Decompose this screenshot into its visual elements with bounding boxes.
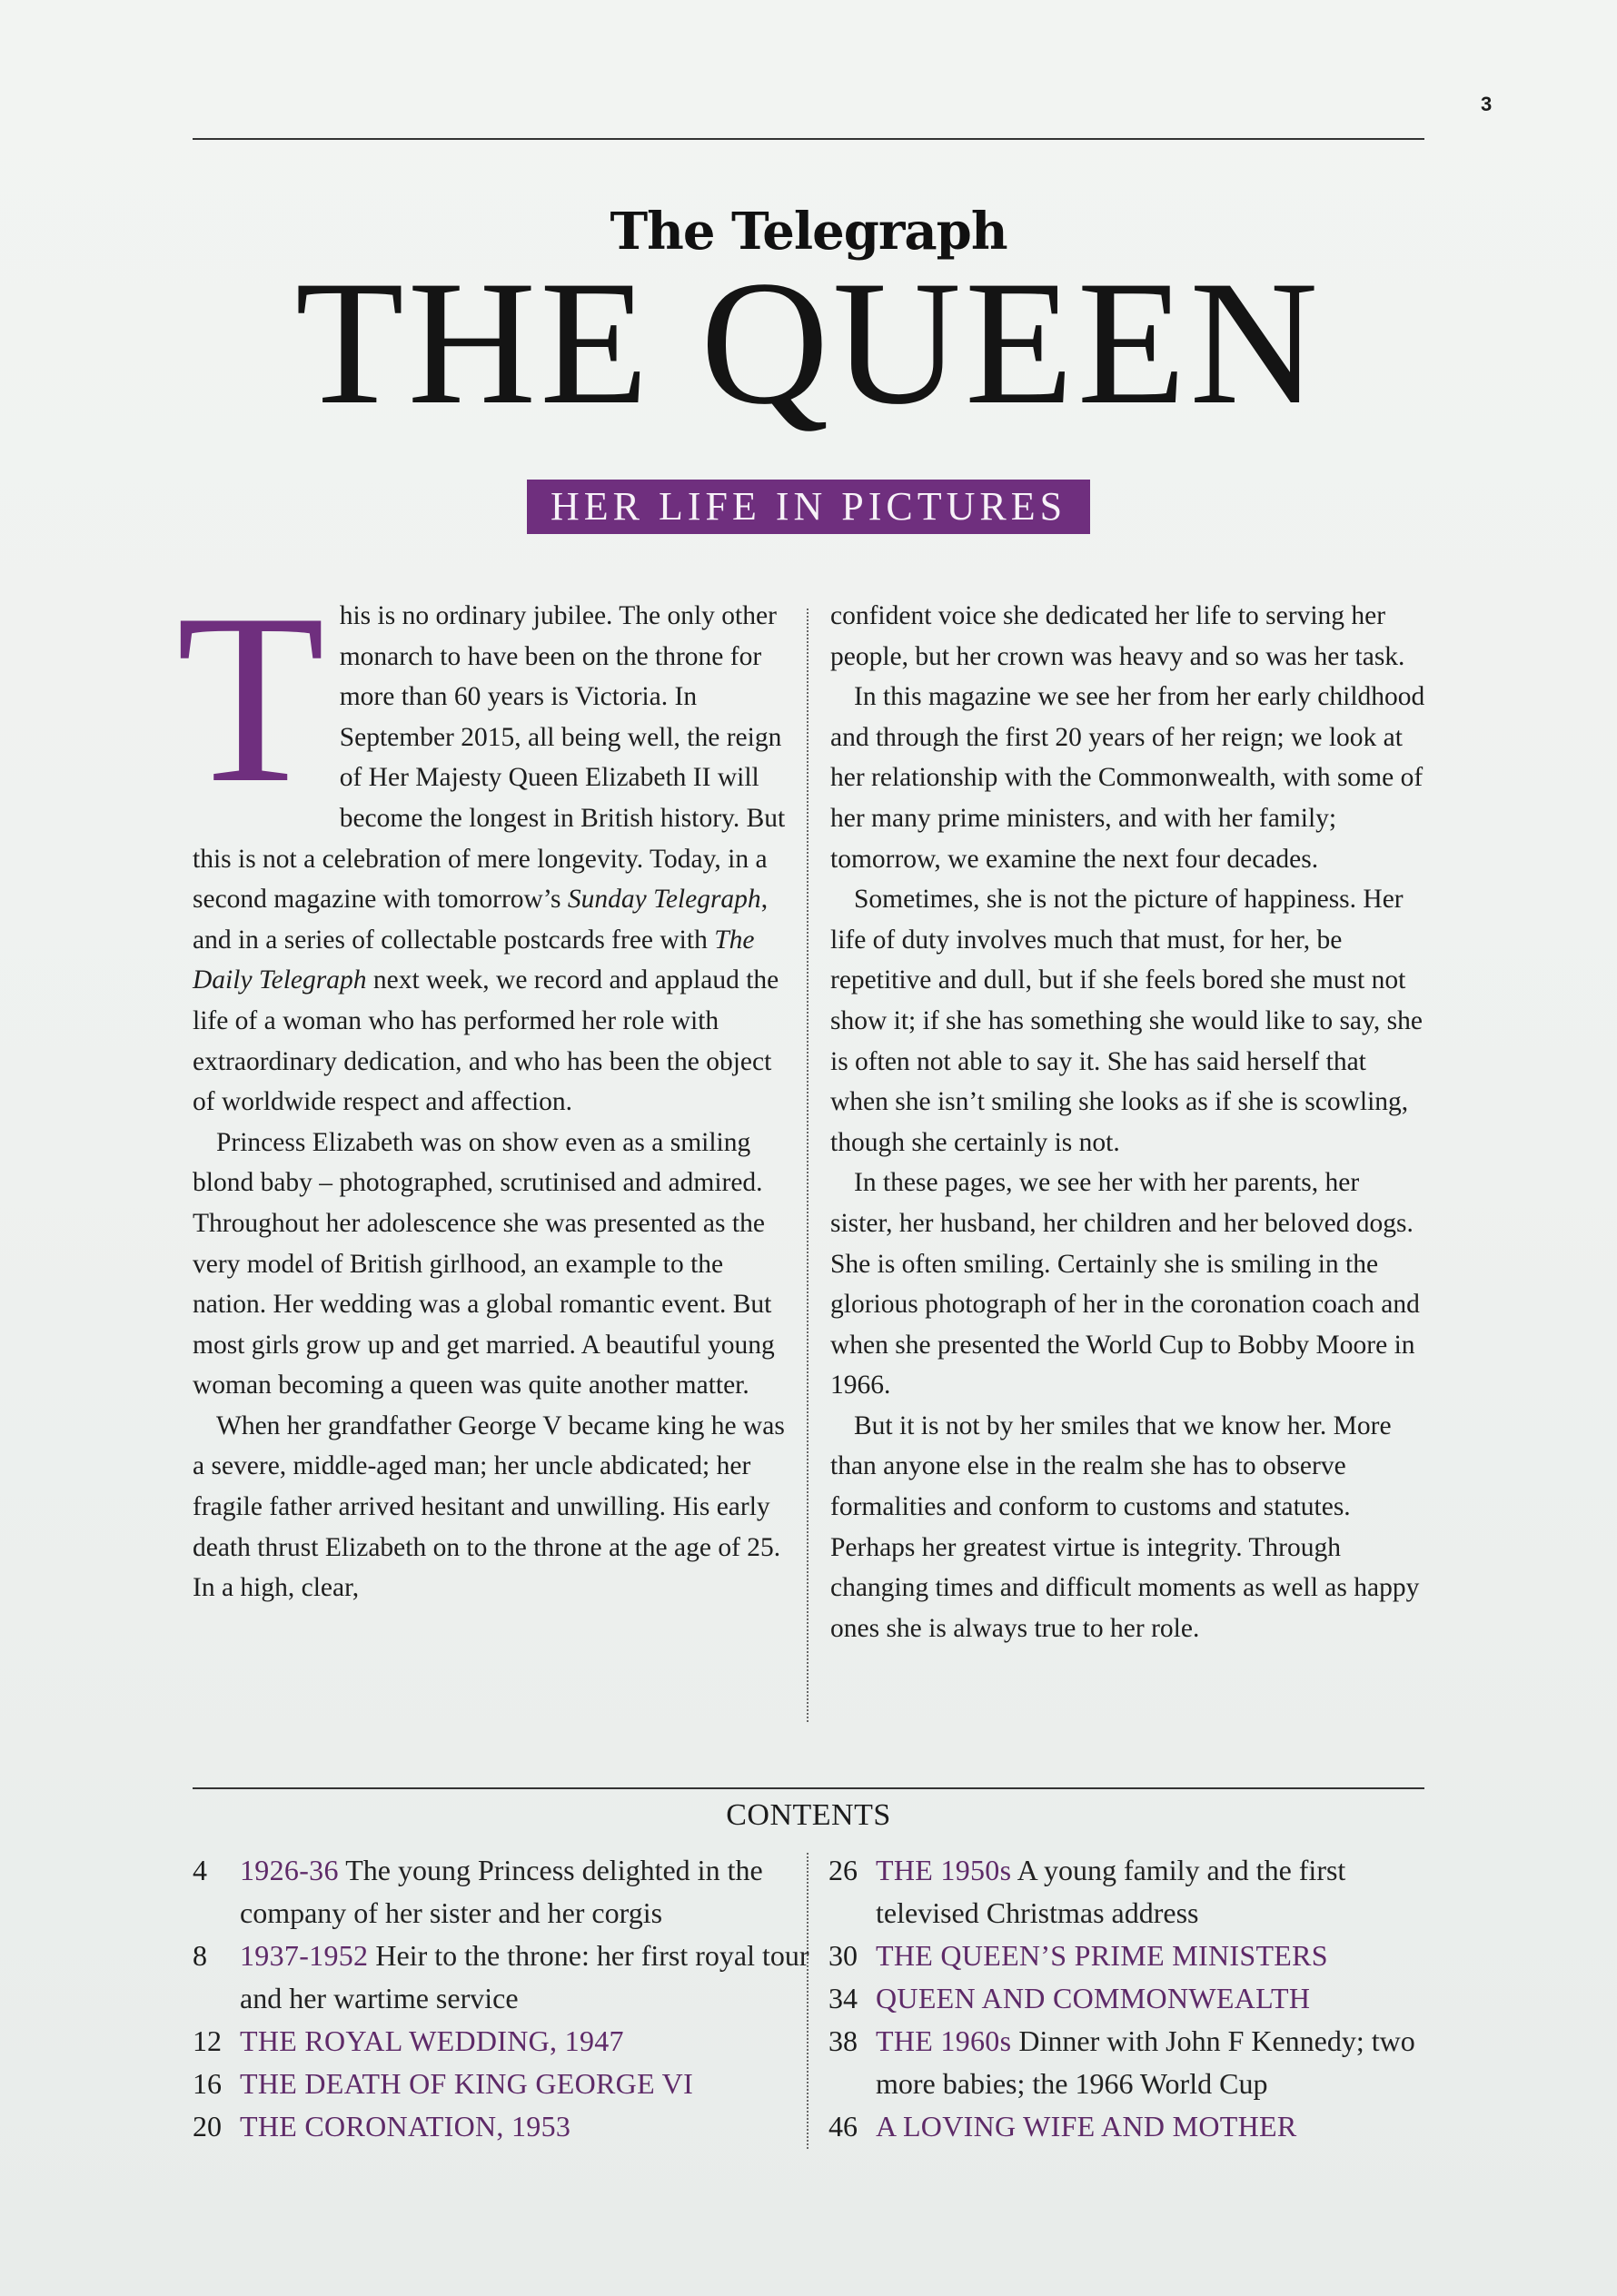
contents-item[interactable] xyxy=(193,2020,810,2063)
contents-item[interactable] xyxy=(828,2105,1446,2148)
intro-paragraph-7: But it is not by her smiles that we know her. More than anyone else in the realm she has to observe formalities and conform to customs and statutes. Perhaps her greatest virtue is integrity. Through changing times and difficult moments as well as happy ones she is always true to her role. xyxy=(830,1410,1420,1643)
contents-item-title: THE ROYAL WEDDING, 1947 xyxy=(240,2024,624,2057)
contents-page-number: 38 xyxy=(828,2024,858,2057)
masthead-logo: The Telegraph xyxy=(610,202,1007,262)
contents-item-description: Dinner with John F Kennedy; two more babies; the 1966 World Cup xyxy=(876,2024,1415,2100)
contents-page-number: 8 xyxy=(193,1939,207,1972)
contents-page-number: 46 xyxy=(828,2110,858,2143)
intro-paragraph-4: In this magazine we see her from her early childhood and through the first 20 years of her reign; we look at her relationship with the Commonwealth, with some of her many prime ministers, and with her family; tomorrow, we examine the next four decades. xyxy=(830,682,1425,874)
intro-paragraph-1: This is no ordinary jubilee. The only other monarch to have been on the throne for more than 60 years is Victoria. In September 2015, all being well, the reign of Her Majesty Queen Elizabeth II will become the longest in British history. But this is not a celebration of mere longevity. Today, in a second magazine with tomorrow’s Sunday Telegraph, and in a series of collectable postcards free with The Daily Telegraph next week, we record and applaud the life of a woman who has performed her role with extraordinary dedication, and who has been the object of worldwide respect and affection. xyxy=(176,563,786,1117)
contents-item-description: The young Princess delighted in the company of her sister and her corgis xyxy=(240,1854,763,1929)
page-title: THE QUEEN xyxy=(294,244,1323,441)
contents-item[interactable] xyxy=(193,1849,810,1935)
contents-item[interactable] xyxy=(828,2020,1446,2105)
contents-item[interactable] xyxy=(193,2063,810,2105)
intro-paragraph-5: Sometimes, she is not the picture of happiness. Her life of duty involves much that must, for her, be repetitive and dull, but if she feels bored she must not show it; if she has something she would like to say, she is often not able to say it. She has said herself that when she isn’t smiling she looks as if she is scowling, though she certainly is not. xyxy=(830,885,1423,1157)
intro-column-left xyxy=(176,563,789,1608)
contents-item-title: THE DEATH OF KING GEORGE VI xyxy=(240,2067,694,2100)
contents-item-description: A young family and the first televised Christmas address xyxy=(876,1854,1346,1929)
contents-page-number: 4 xyxy=(193,1854,207,1886)
drop-cap: T xyxy=(176,563,325,833)
contents-list-left xyxy=(193,1849,810,2148)
contents-item[interactable] xyxy=(828,1849,1446,1935)
contents-list-right xyxy=(828,1849,1446,2148)
tagline-banner: HER LIFE IN PICTURES xyxy=(527,480,1090,534)
contents-item-title: 1926-36 xyxy=(240,1854,339,1886)
intro-paragraph-6: In these pages, we see her with her parents, her sister, her husband, her children and her beloved dogs. She is often smiling. Certainly she is smiling in the glorious photograph of her in the coronation coach and when she presented the World Cup to Bobby Moore in 1966. xyxy=(830,1168,1420,1400)
contents-page-number: 30 xyxy=(828,1939,858,1972)
contents-item-title: THE CORONATION, 1953 xyxy=(240,2110,571,2143)
top-rule xyxy=(193,138,1424,140)
contents-item-title: QUEEN AND COMMONWEALTH xyxy=(876,1982,1311,2014)
contents-page-number: 26 xyxy=(828,1854,858,1886)
contents-item-title: A LOVING WIFE AND MOTHER xyxy=(876,2110,1297,2143)
contents-page-number: 34 xyxy=(828,1982,858,2014)
contents-item-description: Heir to the throne: her first royal tour and her wartime service xyxy=(240,1939,809,2014)
intro-paragraph-3: When her grandfather George V became king he was a severe, middle-aged man; her uncle abdicated; her fragile father arrived hesitant and unwilling. His early death thrust Elizabeth on to the throne at the age of 25. In a high, clear, xyxy=(193,1410,785,1603)
contents-item-title: THE QUEEN’S PRIME MINISTERS xyxy=(876,1939,1328,1972)
intro-paragraph-3-continued: confident voice she dedicated her life to serving her people, but her crown was heavy and so was her task. xyxy=(830,601,1405,671)
page-number: 3 xyxy=(1481,93,1493,115)
intro-paragraph-2: Princess Elizabeth was on show even as a smiling blond baby – photographed, scrutinised and admired. Throughout her adolescence she was presented as the very model of British girlhood, an example to the nation. Her wedding was a global romantic event. But most girls grow up and get married. A beautiful young woman becoming a queen was quite another matter. xyxy=(193,1127,775,1400)
contents-item-title: 1937-1952 xyxy=(240,1939,369,1972)
contents-page-number: 16 xyxy=(193,2067,222,2100)
contents-item-title: THE 1950s xyxy=(876,1854,1012,1886)
contents-item-title: THE 1960s xyxy=(876,2024,1012,2057)
contents-page-number: 12 xyxy=(193,2024,222,2057)
contents-page-number: 20 xyxy=(193,2110,222,2143)
contents-item[interactable] xyxy=(193,2105,810,2148)
contents-item[interactable] xyxy=(828,1935,1446,1977)
contents-item[interactable] xyxy=(828,1977,1446,2020)
contents-rule xyxy=(193,1787,1424,1789)
intro-column-right xyxy=(830,596,1426,1648)
column-divider xyxy=(807,609,808,1722)
contents-item[interactable] xyxy=(193,1935,810,2020)
contents-heading: CONTENTS xyxy=(726,1798,891,1832)
